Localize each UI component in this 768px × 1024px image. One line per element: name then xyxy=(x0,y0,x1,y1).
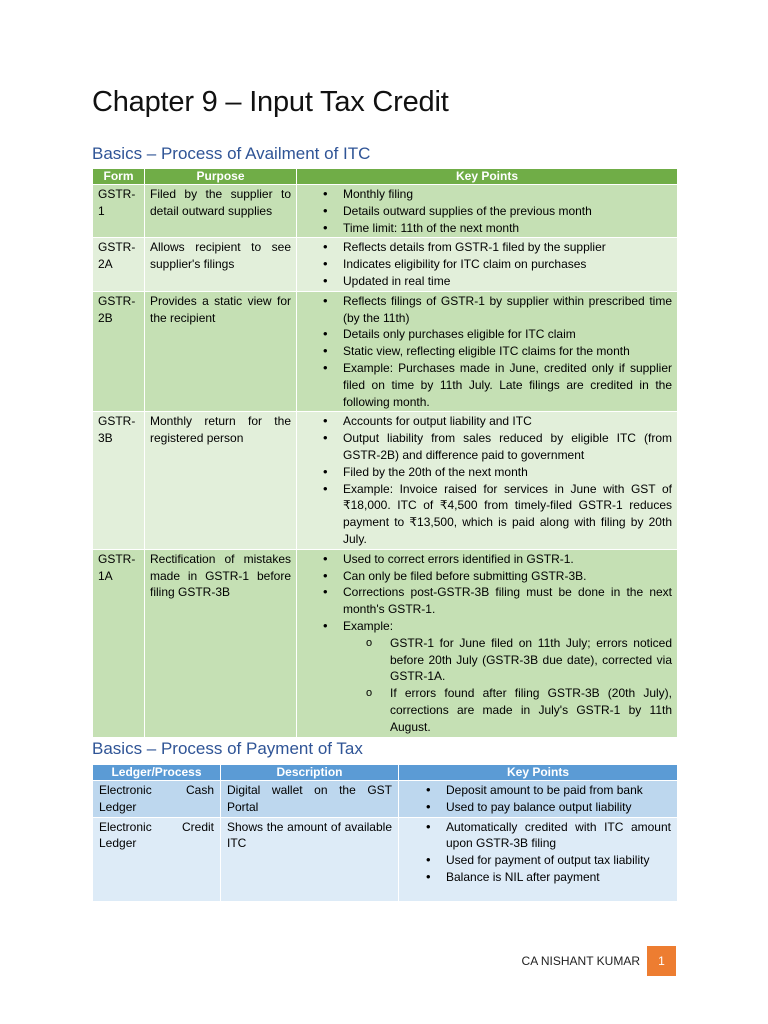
list-item: • Example: Invoice raised for services in June with GST of ₹18,000. ITC of ₹4,500 from timely-filed GSTR-1 reduces payment to ₹13,500, which is paid along with filing by 20th July. xyxy=(343,481,672,548)
list-item: • Monthly filing xyxy=(343,186,672,203)
section-heading-payment: Basics – Process of Payment of Tax xyxy=(92,739,363,758)
list-item xyxy=(343,618,672,736)
column-header-key-points: Key Points xyxy=(297,169,678,185)
table-row xyxy=(93,781,678,818)
list-item: • Accounts for output liability and ITC xyxy=(343,413,672,430)
column-header-description: Description xyxy=(221,765,399,781)
chapter-title: Chapter 9 – Input Tax Credit xyxy=(92,86,449,118)
column-header-ledger: Ledger/Process xyxy=(93,765,221,781)
column-header-purpose: Purpose xyxy=(145,169,297,185)
form-cell: GSTR-3B xyxy=(93,412,145,549)
list-item: • Reflects filings of GSTR-1 by supplier within prescribed time (by the 11th) xyxy=(343,293,672,327)
list-item: • Static view, reflecting eligible ITC claims for the month xyxy=(343,343,672,360)
list-item: • Can only be filed before submitting GSTR-3B. xyxy=(343,568,672,585)
form-cell: GSTR-1 xyxy=(93,185,145,238)
form-cell: GSTR-1A xyxy=(93,549,145,737)
table-row xyxy=(93,817,678,901)
footer-author: CA NISHANT KUMAR xyxy=(521,954,640,968)
table-row xyxy=(93,412,678,549)
list-item: • Indicates eligibility for ITC claim on purchases xyxy=(343,256,672,273)
list-item-label: Example: xyxy=(343,618,394,633)
ledger-cell: Electronic Cash Ledger xyxy=(93,781,221,818)
itc-availment-table xyxy=(92,168,678,738)
key-points-cell xyxy=(297,412,678,549)
key-points-cell xyxy=(399,781,678,818)
list-item: • Example: Purchases made in June, credited only if supplier filed on time by 11th July. Late filings are credited in the following month. xyxy=(343,360,672,410)
sub-list-item: o GSTR-1 for June filed on 11th July; errors noticed before 20th July (GSTR-3B due date), corrected via GSTR-1A. xyxy=(390,635,672,685)
list-item: • Reflects details from GSTR-1 filed by the supplier xyxy=(343,239,672,256)
column-header-form: Form xyxy=(93,169,145,185)
description-cell: Digital wallet on the GST Portal xyxy=(221,781,399,818)
key-points-cell xyxy=(297,185,678,238)
sub-list-item: o If errors found after filing GSTR-3B (20th July), corrections are made in July's GSTR-1 by 11th August. xyxy=(390,685,672,735)
form-cell: GSTR-2B xyxy=(93,291,145,412)
list-item: • Updated in real time xyxy=(343,273,672,290)
list-item: • Used for payment of output tax liability xyxy=(446,852,671,869)
form-cell: GSTR-2A xyxy=(93,238,145,291)
list-item: • Time limit: 11th of the next month xyxy=(343,220,672,237)
section-heading-availment: Basics – Process of Availment of ITC xyxy=(92,144,371,163)
list-item: • Deposit amount to be paid from bank xyxy=(446,782,671,799)
table-row xyxy=(93,291,678,412)
column-header-key-points: Key Points xyxy=(399,765,678,781)
list-item: • Details outward supplies of the previous month xyxy=(343,203,672,220)
table-row xyxy=(93,238,678,291)
list-item: • Filed by the 20th of the next month xyxy=(343,464,672,481)
purpose-cell: Filed by the supplier to detail outward supplies xyxy=(145,185,297,238)
list-item: • Corrections post-GSTR-3B filing must be done in the next month's GSTR-1. xyxy=(343,584,672,618)
key-points-cell xyxy=(297,549,678,737)
key-points-cell xyxy=(297,238,678,291)
list-item: • Balance is NIL after payment xyxy=(446,869,671,886)
ledger-cell: Electronic Credit Ledger xyxy=(93,817,221,901)
table-row xyxy=(93,549,678,737)
key-points-cell xyxy=(399,817,678,901)
list-item: • Used to pay balance output liability xyxy=(446,799,671,816)
tax-payment-table xyxy=(92,764,678,902)
key-points-cell xyxy=(297,291,678,412)
list-item: • Automatically credited with ITC amount upon GSTR-3B filing xyxy=(446,819,671,853)
purpose-cell: Allows recipient to see supplier's filings xyxy=(145,238,297,291)
list-item: • Details only purchases eligible for ITC claim xyxy=(343,326,672,343)
table-row xyxy=(93,185,678,238)
list-item: • Output liability from sales reduced by eligible ITC (from GSTR-2B) and difference paid to government xyxy=(343,430,672,464)
description-cell: Shows the amount of available ITC xyxy=(221,817,399,901)
purpose-cell: Provides a static view for the recipient xyxy=(145,291,297,412)
page-number-badge: 1 xyxy=(647,946,676,976)
purpose-cell: Rectification of mistakes made in GSTR-1 before filing GSTR-3B xyxy=(145,549,297,737)
list-item: • Used to correct errors identified in GSTR-1. xyxy=(343,551,672,568)
purpose-cell: Monthly return for the registered person xyxy=(145,412,297,549)
